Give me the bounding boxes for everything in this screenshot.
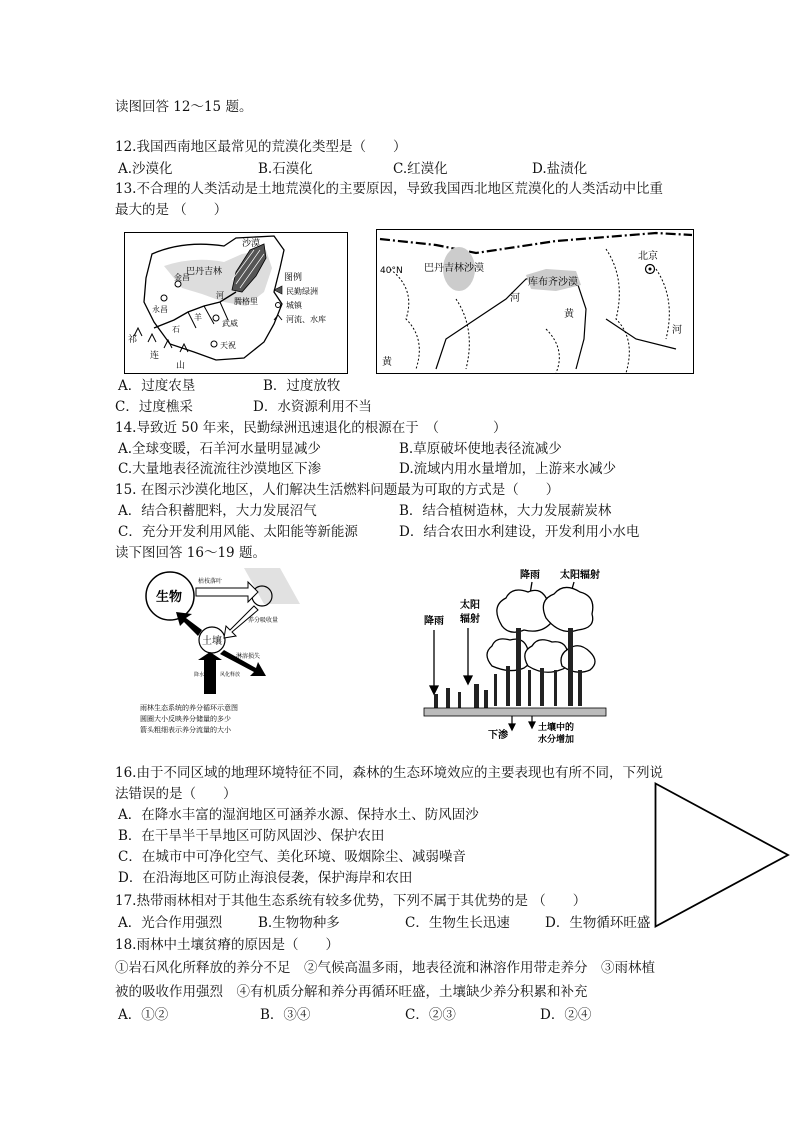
q13-stem-line1: 13.不合理的人类活动是土地荒漠化的主要原因，导致我国西北地区荒漠化的人类活动中比重	[115, 181, 663, 197]
arrow-soil-to-bio	[176, 612, 202, 636]
q14-stem: 14.导致近 50 年来，民勤绿洲迅速退化的根源在于 （ ）	[115, 420, 507, 436]
soil-water-label2: 水分增加	[538, 735, 575, 745]
input-label2: 风化释放	[220, 672, 241, 678]
infiltration-arrows	[509, 716, 535, 730]
label-river1: 河	[510, 293, 520, 304]
town-tianzhu	[211, 341, 217, 347]
label-river4: 黄	[382, 357, 392, 368]
legend-river: 河流、水库	[286, 315, 326, 324]
q16-option-c: C．在城市中可净化空气、美化环境、吸烟除尘、减弱噪音	[118, 849, 466, 865]
q12-option-c: C.红漠化	[393, 161, 448, 177]
rain-top-label: 降雨	[520, 570, 540, 581]
sun-top-label: 太阳辐射	[560, 570, 600, 581]
triangle-shape	[654, 782, 790, 928]
q14-option-d: D.流域内用水量增加，上游来水减少	[399, 461, 617, 477]
label-lat: 40°N	[380, 266, 403, 276]
q15-option-b: B．结合植树造林，大力发展薪炭林	[399, 503, 612, 519]
q18-option-c: C．②③	[405, 1007, 456, 1023]
q13-stem-line2: 最大的是 （ ）	[115, 202, 228, 218]
intro-12-15: 读图回答 12～15 题。	[115, 99, 253, 115]
label-qi: 祁	[128, 335, 138, 345]
label-lian: 连	[150, 351, 160, 361]
town-yongchang	[161, 295, 167, 301]
litter-label: 枯枝落叶	[198, 578, 223, 585]
label-yongchang: 永昌	[152, 305, 168, 314]
q16-option-a: A．在降水丰富的湿润地区可涵养水源、保持水土、防风固沙	[118, 807, 479, 823]
nutrient-cycle-figure	[140, 564, 300, 734]
q13-option-a: A．过度农垦	[118, 378, 196, 394]
sun-left-label2: 辐射	[460, 614, 480, 625]
legend-title: 图例	[284, 273, 303, 283]
q13-option-d: D．水资源利用不当	[253, 399, 372, 415]
label-badain: 巴丹吉林沙漠	[424, 263, 484, 274]
q18-option-b: B．③④	[260, 1007, 311, 1023]
north-china-desert-map	[376, 229, 694, 374]
q17-option-a: A．光合作用强烈	[118, 915, 223, 931]
label-river3: 河	[672, 325, 682, 336]
q17-option-b: B.生物物种多	[258, 915, 340, 931]
q12-option-a: A.沙漠化	[118, 161, 173, 177]
q18-line2: 被的吸收作用强烈 ④有机质分解和养分再循环旺盛，土壤缺少养分积累和补充	[115, 984, 588, 1000]
label-shi: 石	[172, 325, 180, 334]
absorb-label: 养分吸收量	[248, 617, 279, 624]
soil-label: 土壤	[202, 636, 222, 647]
leaching-label: 淋溶损失	[236, 653, 261, 660]
q14-option-b: B.草原破坏使地表径流减少	[399, 441, 562, 457]
label-desert1: 沙漠	[242, 239, 261, 249]
q17-option-c: C．生物生长迅速	[405, 915, 510, 931]
label-he: 河	[216, 291, 224, 300]
town-wuwei	[213, 315, 219, 321]
label-jinchang: 金昌	[174, 273, 190, 282]
label-desert3: 腾格里	[234, 297, 258, 306]
q12-stem: 12.我国西南地区最常见的荒漠化类型是（ ）	[115, 139, 407, 155]
intro-16-19: 读下图回答 16～19 题。	[115, 545, 266, 561]
label-river2: 黄	[564, 309, 574, 320]
seep-label: 下渗	[488, 730, 508, 741]
arrow-bio-to-litter	[196, 582, 258, 602]
q18-stem: 18.雨林中土壤贫瘠的原因是（ ）	[115, 937, 339, 953]
caption-line1: 雨林生态系统的养分循环示意图	[140, 704, 238, 712]
label-shan: 山	[176, 361, 186, 371]
bio-label: 生物	[156, 590, 183, 605]
legend-oasis: 民勤绿洲	[286, 287, 318, 296]
q13-option-c: C．过度樵采	[115, 399, 193, 415]
tree-crowns	[487, 587, 595, 672]
q15-option-d: D．结合农田水利建设，开发利用小水电	[399, 524, 640, 540]
caption-line2: 圆圈大小反映养分储量的多少	[140, 715, 231, 723]
q16-stem-line1: 16.由于不同区域的地理环境特征不同，森林的生态环境效应的主要表现也有所不同，下列说	[115, 765, 663, 781]
input-label1: 降水输入	[194, 672, 215, 678]
caption-line3: 箭头粗细表示养分流量的大小	[140, 726, 231, 734]
q15-option-c: C．充分开发利用风能、太阳能等新能源	[118, 524, 358, 540]
q14-option-a: A.全球变暖，石羊河水量明显减少	[118, 441, 322, 457]
sun-left-label1: 太阳	[460, 600, 480, 611]
stumps	[434, 684, 488, 708]
q17-option-d: D．生物循环旺盛	[545, 915, 651, 931]
q13-option-b: B．过度放牧	[263, 378, 341, 394]
label-yang: 羊	[194, 313, 202, 322]
q12-option-d: D.盐渍化	[532, 161, 588, 177]
q15-option-a: A．结合积蓄肥料，大力发展沼气	[118, 503, 317, 519]
q18-option-d: D．②④	[540, 1007, 592, 1023]
label-desert2: 巴丹吉林	[186, 267, 223, 277]
legend-town-icon	[276, 303, 281, 308]
q16-option-b: B．在干旱半干旱地区可防风固沙、保护农田	[118, 828, 385, 844]
ground-band	[424, 708, 606, 716]
label-tianzhu: 天祝	[220, 341, 236, 350]
forest-effect-figure	[420, 566, 610, 746]
q17-stem: 17.热带雨林相对于其他生态系统有较多优势，下列不属于其优势的是 （ ）	[115, 893, 587, 909]
rain-left-label: 降雨	[424, 616, 444, 627]
q18-option-a: A．①②	[118, 1007, 169, 1023]
legend-town: 城镇	[286, 301, 302, 310]
label-kubuqi: 库布齐沙漠	[528, 277, 578, 288]
q12-option-b: B.石漠化	[258, 161, 313, 177]
q18-line1: ①岩石风化所释放的养分不足 ②气候高温多雨，地表径流和淋溶作用带走养分 ③雨林植	[115, 960, 655, 976]
label-wuwei: 武威	[222, 319, 238, 328]
soil-water-label1: 土壤中的	[538, 723, 575, 733]
q16-option-d: D．在沿海地区可防止海浪侵袭，保护海岸和农田	[118, 870, 413, 886]
minqin-oasis-map	[124, 232, 348, 374]
label-beijing: 北京	[638, 251, 658, 262]
q14-option-c: C.大量地表径流流往沙漠地区下渗	[118, 461, 322, 477]
q15-stem: 15. 在图示沙漠化地区，人们解决生活燃料问题最为可取的方式是（ ）	[115, 482, 560, 498]
q16-stem-line2: 法错误的是（ ）	[115, 786, 237, 802]
